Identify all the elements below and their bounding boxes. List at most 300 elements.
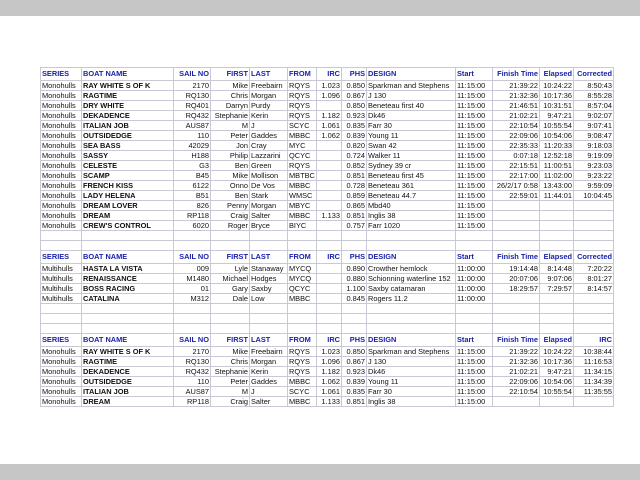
- cell-irc: [317, 201, 342, 211]
- empty-cell: [250, 304, 288, 314]
- cell-phs: 0.867: [342, 91, 367, 101]
- cell-start: 11:15:00: [456, 347, 493, 357]
- cell-elapsed: 13:43:00: [540, 181, 574, 191]
- empty-cell: [456, 241, 493, 251]
- cell-boat-name: RAGTIME: [82, 357, 174, 367]
- cell-start: 11:00:00: [456, 294, 493, 304]
- cell-series: Monohulls: [41, 347, 82, 357]
- cell-phs: 0.835: [342, 121, 367, 131]
- header-row: [41, 334, 614, 347]
- cell-start: 11:15:00: [456, 161, 493, 171]
- column-header-sail-no: SAIL NO: [174, 334, 211, 347]
- cell-sail-no: H188: [174, 151, 211, 161]
- cell-finish-time: 22:15:51: [493, 161, 540, 171]
- cell-boat-name: SASSY: [82, 151, 174, 161]
- table-row: [41, 161, 614, 171]
- empty-cell: [317, 231, 342, 241]
- cell-phs: 0.851: [342, 397, 367, 407]
- cell-elapsed: 11:44:01: [540, 191, 574, 201]
- empty-cell: [574, 314, 614, 324]
- cell-from: WMSC: [288, 191, 317, 201]
- cell-irc: [317, 151, 342, 161]
- cell-sail-no: RQ432: [174, 111, 211, 121]
- cell-series: Monohulls: [41, 91, 82, 101]
- cell-phs: 0.850: [342, 81, 367, 91]
- cell-design: Saxby catamaran: [367, 284, 456, 294]
- table-row: [41, 221, 614, 231]
- column-header-design: DESIGN: [367, 68, 456, 81]
- blank-row: [41, 304, 614, 314]
- column-header-last: LAST: [250, 334, 288, 347]
- cell-boat-name: BOSS RACING: [82, 284, 174, 294]
- empty-cell: [367, 241, 456, 251]
- empty-cell: [493, 304, 540, 314]
- column-header-corrected: Corrected: [574, 68, 614, 81]
- empty-cell: [456, 314, 493, 324]
- cell-boat-name: RAY WHITE S OF K: [82, 347, 174, 357]
- column-header-boat-name: BOAT NAME: [82, 251, 174, 264]
- cell-from: BIYC: [288, 221, 317, 231]
- empty-cell: [456, 231, 493, 241]
- cell-finish-time: 21:32:36: [493, 357, 540, 367]
- cell-corrected: [574, 201, 614, 211]
- cell-finish-time: 21:02:21: [493, 367, 540, 377]
- cell-irc: 1.023: [317, 347, 342, 357]
- cell-phs: 0.852: [342, 161, 367, 171]
- table-row: [41, 171, 614, 181]
- cell-boat-name: RAGTIME: [82, 91, 174, 101]
- cell-irc: 1.062: [317, 131, 342, 141]
- cell-design: Walker 11: [367, 151, 456, 161]
- cell-design: Rogers 11.2: [367, 294, 456, 304]
- cell-design: Mbd40: [367, 201, 456, 211]
- cell-first: Gary: [211, 284, 250, 294]
- cell-first: Darryn: [211, 101, 250, 111]
- cell-from: QCYC: [288, 151, 317, 161]
- cell-design: Young 11: [367, 131, 456, 141]
- cell-finish-time: [493, 211, 540, 221]
- header-row: [41, 68, 614, 81]
- results-table-body: [41, 68, 614, 407]
- empty-cell: [211, 324, 250, 334]
- cell-elapsed: 11:00:51: [540, 161, 574, 171]
- cell-corrected: 9:23:03: [574, 161, 614, 171]
- cell-first: Peter: [211, 131, 250, 141]
- cell-corrected: 10:04:45: [574, 191, 614, 201]
- cell-series: Monohulls: [41, 357, 82, 367]
- cell-phs: 0.839: [342, 377, 367, 387]
- cell-design: Sparkman and Stephens: [367, 81, 456, 91]
- table-row: [41, 274, 614, 284]
- cell-elapsed: 8:14:48: [540, 264, 574, 274]
- cell-last: Bryce: [250, 221, 288, 231]
- empty-cell: [82, 241, 174, 251]
- empty-cell: [367, 324, 456, 334]
- empty-cell: [540, 304, 574, 314]
- cell-elapsed: [540, 221, 574, 231]
- cell-phs: 0.851: [342, 211, 367, 221]
- cell-series: Monohulls: [41, 377, 82, 387]
- cell-boat-name: OUTSIDEDGE: [82, 377, 174, 387]
- cell-phs: 1.100: [342, 284, 367, 294]
- cell-phs: 0.867: [342, 357, 367, 367]
- cell-series: Monohulls: [41, 81, 82, 91]
- cell-last: Green: [250, 161, 288, 171]
- cell-start: 11:15:00: [456, 121, 493, 131]
- cell-corrected: 8:14:57: [574, 284, 614, 294]
- column-header-phs: PHS: [342, 334, 367, 347]
- cell-design: Dk46: [367, 111, 456, 121]
- column-header-first: FIRST: [211, 68, 250, 81]
- cell-finish-time: 22:10:54: [493, 121, 540, 131]
- empty-cell: [456, 324, 493, 334]
- cell-finish-time: 21:32:36: [493, 91, 540, 101]
- empty-cell: [211, 314, 250, 324]
- cell-last: Salter: [250, 211, 288, 221]
- results-table: [40, 67, 614, 407]
- cell-start: 11:15:00: [456, 357, 493, 367]
- cell-from: MYC: [288, 141, 317, 151]
- cell-last: J: [250, 121, 288, 131]
- cell-series: Multihulls: [41, 264, 82, 274]
- cell-elapsed: 10:17:36: [540, 91, 574, 101]
- cell-design: Beneteau 361: [367, 181, 456, 191]
- cell-sail-no: 2170: [174, 81, 211, 91]
- cell-first: M: [211, 121, 250, 131]
- cell-from: MBBC: [288, 294, 317, 304]
- cell-series: Monohulls: [41, 151, 82, 161]
- cell-last: Morgan: [250, 357, 288, 367]
- cell-first: Mike: [211, 347, 250, 357]
- cell-corrected: 9:23:22: [574, 171, 614, 181]
- table-row: [41, 347, 614, 357]
- cell-phs: 0.923: [342, 111, 367, 121]
- cell-corrected: [574, 221, 614, 231]
- blank-row: [41, 231, 614, 241]
- cell-last: J: [250, 387, 288, 397]
- cell-last: Low: [250, 294, 288, 304]
- cell-series: Monohulls: [41, 387, 82, 397]
- cell-start: 11:15:00: [456, 211, 493, 221]
- cell-corrected: 9:18:03: [574, 141, 614, 151]
- empty-cell: [456, 304, 493, 314]
- cell-last: Hodges: [250, 274, 288, 284]
- cell-finish-time: 20:07:06: [493, 274, 540, 284]
- cell-finish-time: 21:02:21: [493, 111, 540, 121]
- cell-irc: 1.133: [317, 211, 342, 221]
- cell-start: 11:15:00: [456, 221, 493, 231]
- cell-design: Farr 30: [367, 387, 456, 397]
- cell-elapsed: 7:29:57: [540, 284, 574, 294]
- cell-sail-no: AUS87: [174, 121, 211, 131]
- column-header-first: FIRST: [211, 251, 250, 264]
- cell-first: Mike: [211, 171, 250, 181]
- cell-corrected: 9:59:09: [574, 181, 614, 191]
- cell-first: Dale: [211, 294, 250, 304]
- cell-first: Ben: [211, 161, 250, 171]
- cell-sail-no: 42029: [174, 141, 211, 151]
- cell-from: RQYS: [288, 367, 317, 377]
- column-header-phs: PHS: [342, 68, 367, 81]
- cell-first: Stephanie: [211, 367, 250, 377]
- cell-irc: [317, 161, 342, 171]
- cell-sail-no: B51: [174, 191, 211, 201]
- cell-elapsed: [540, 294, 574, 304]
- cell-elapsed: 10:54:06: [540, 377, 574, 387]
- cell-sail-no: RQ401: [174, 101, 211, 111]
- empty-cell: [288, 241, 317, 251]
- cell-corrected: 9:02:07: [574, 111, 614, 121]
- cell-corrected: 9:19:09: [574, 151, 614, 161]
- table-row: [41, 141, 614, 151]
- cell-series: Monohulls: [41, 121, 82, 131]
- cell-from: MBBC: [288, 181, 317, 191]
- empty-cell: [342, 241, 367, 251]
- cell-series: Multihulls: [41, 274, 82, 284]
- cell-boat-name: OUTSIDEDGE: [82, 131, 174, 141]
- column-header-start: Start: [456, 251, 493, 264]
- cell-start: 11:15:00: [456, 81, 493, 91]
- cell-irc: 1.061: [317, 121, 342, 131]
- table-row: [41, 191, 614, 201]
- empty-cell: [211, 231, 250, 241]
- cell-elapsed: 12:52:18: [540, 151, 574, 161]
- cell-design: J 130: [367, 91, 456, 101]
- column-header-finish-time: Finish Time: [493, 251, 540, 264]
- empty-cell: [367, 314, 456, 324]
- column-header-design: DESIGN: [367, 251, 456, 264]
- cell-phs: 0.890: [342, 264, 367, 274]
- cell-series: Monohulls: [41, 211, 82, 221]
- column-header-elapsed: Elapsed: [540, 68, 574, 81]
- cell-last: Freebairn: [250, 81, 288, 91]
- cell-boat-name: CATALINA: [82, 294, 174, 304]
- cell-corrected: [574, 294, 614, 304]
- cell-design: Swan 42: [367, 141, 456, 151]
- cell-corrected: 8:01:27: [574, 274, 614, 284]
- cell-sail-no: M1480: [174, 274, 211, 284]
- cell-elapsed: 11:20:33: [540, 141, 574, 151]
- cell-design: Schionning waterline 152: [367, 274, 456, 284]
- cell-first: Jon: [211, 141, 250, 151]
- empty-cell: [342, 314, 367, 324]
- cell-design: Dk46: [367, 367, 456, 377]
- cell-irc: 1.062: [317, 377, 342, 387]
- cell-finish-time: 22:10:54: [493, 387, 540, 397]
- cell-finish-time: [493, 397, 540, 407]
- cell-from: RQYS: [288, 111, 317, 121]
- cell-phs: 0.757: [342, 221, 367, 231]
- cell-phs: 0.835: [342, 387, 367, 397]
- cell-elapsed: 10:24:22: [540, 347, 574, 357]
- cell-last: Kerin: [250, 367, 288, 377]
- table-row: [41, 111, 614, 121]
- cell-corrected: [574, 397, 614, 407]
- cell-from: MYCQ: [288, 274, 317, 284]
- cell-last: Morgan: [250, 201, 288, 211]
- cell-last: Stanaway: [250, 264, 288, 274]
- cell-first: Onno: [211, 181, 250, 191]
- cell-first: Lyle: [211, 264, 250, 274]
- cell-first: Ben: [211, 191, 250, 201]
- cell-irc: 1.182: [317, 367, 342, 377]
- cell-phs: 0.820: [342, 141, 367, 151]
- column-header-irc: IRC: [317, 68, 342, 81]
- cell-boat-name: SEA BASS: [82, 141, 174, 151]
- cell-finish-time: 0:07:18: [493, 151, 540, 161]
- cell-boat-name: CELESTE: [82, 161, 174, 171]
- empty-cell: [82, 324, 174, 334]
- column-header-corrected: Corrected: [574, 251, 614, 264]
- cell-design: Beneteau 44.7: [367, 191, 456, 201]
- cell-finish-time: 22:09:06: [493, 131, 540, 141]
- empty-cell: [250, 314, 288, 324]
- column-header-series: SERIES: [41, 251, 82, 264]
- cell-phs: 0.880: [342, 274, 367, 284]
- cell-phs: 0.859: [342, 191, 367, 201]
- cell-elapsed: 10:54:06: [540, 131, 574, 141]
- empty-cell: [41, 241, 82, 251]
- blank-row: [41, 324, 614, 334]
- column-header-finish-time: Finish Time: [493, 334, 540, 347]
- table-row: [41, 357, 614, 367]
- cell-elapsed: [540, 211, 574, 221]
- cell-finish-time: 19:14:48: [493, 264, 540, 274]
- cell-finish-time: [493, 221, 540, 231]
- cell-last: De Vos: [250, 181, 288, 191]
- cell-corrected: 11:35:55: [574, 387, 614, 397]
- cell-series: Monohulls: [41, 101, 82, 111]
- cell-corrected: 9:08:47: [574, 131, 614, 141]
- cell-irc: 1.133: [317, 397, 342, 407]
- empty-cell: [574, 324, 614, 334]
- cell-irc: [317, 221, 342, 231]
- cell-elapsed: 10:24:22: [540, 81, 574, 91]
- cell-sail-no: G3: [174, 161, 211, 171]
- table-row: [41, 151, 614, 161]
- table-row: [41, 264, 614, 274]
- cell-design: J 130: [367, 357, 456, 367]
- cell-start: 11:15:00: [456, 111, 493, 121]
- empty-cell: [317, 304, 342, 314]
- cell-start: 11:15:00: [456, 171, 493, 181]
- empty-cell: [493, 231, 540, 241]
- empty-cell: [82, 231, 174, 241]
- empty-cell: [250, 241, 288, 251]
- column-header-elapsed: Elapsed: [540, 334, 574, 347]
- cell-first: Chris: [211, 91, 250, 101]
- cell-corrected: 10:38:44: [574, 347, 614, 357]
- empty-cell: [41, 314, 82, 324]
- cell-first: Craig: [211, 211, 250, 221]
- cell-irc: [317, 274, 342, 284]
- cell-elapsed: 11:02:00: [540, 171, 574, 181]
- cell-elapsed: 9:47:21: [540, 367, 574, 377]
- column-header-series: SERIES: [41, 68, 82, 81]
- cell-start: 11:15:00: [456, 397, 493, 407]
- cell-start: 11:15:00: [456, 387, 493, 397]
- cell-from: MBBC: [288, 377, 317, 387]
- cell-corrected: [574, 211, 614, 221]
- cell-boat-name: RAY WHITE S OF K: [82, 81, 174, 91]
- table-row: [41, 377, 614, 387]
- column-header-sail-no: SAIL NO: [174, 251, 211, 264]
- column-header-first: FIRST: [211, 334, 250, 347]
- cell-boat-name: DREAM LOVER: [82, 201, 174, 211]
- cell-start: 11:15:00: [456, 131, 493, 141]
- cell-sail-no: 01: [174, 284, 211, 294]
- empty-cell: [574, 304, 614, 314]
- cell-last: Morgan: [250, 91, 288, 101]
- table-row: [41, 211, 614, 221]
- cell-start: 11:15:00: [456, 91, 493, 101]
- cell-phs: 0.923: [342, 367, 367, 377]
- cell-first: Michael: [211, 274, 250, 284]
- column-header-corrected: IRC: [574, 334, 614, 347]
- column-header-irc: IRC: [317, 334, 342, 347]
- cell-irc: [317, 101, 342, 111]
- cell-from: MBYC: [288, 201, 317, 211]
- cell-elapsed: 9:47:21: [540, 111, 574, 121]
- cell-start: 11:15:00: [456, 141, 493, 151]
- blank-row: [41, 314, 614, 324]
- cell-design: Beneteau first 45: [367, 171, 456, 181]
- empty-cell: [288, 231, 317, 241]
- cell-irc: [317, 181, 342, 191]
- cell-phs: 0.850: [342, 101, 367, 111]
- cell-elapsed: 10:31:51: [540, 101, 574, 111]
- cell-irc: [317, 294, 342, 304]
- table-row: [41, 397, 614, 407]
- empty-cell: [288, 314, 317, 324]
- cell-finish-time: 22:35:33: [493, 141, 540, 151]
- column-header-irc: IRC: [317, 251, 342, 264]
- cell-last: Stark: [250, 191, 288, 201]
- cell-start: 11:15:00: [456, 181, 493, 191]
- cell-series: Monohulls: [41, 221, 82, 231]
- empty-cell: [317, 324, 342, 334]
- cell-irc: [317, 264, 342, 274]
- cell-series: Multihulls: [41, 294, 82, 304]
- cell-start: 11:15:00: [456, 367, 493, 377]
- cell-boat-name: DEKADENCE: [82, 367, 174, 377]
- cell-from: QCYC: [288, 284, 317, 294]
- cell-sail-no: RP118: [174, 397, 211, 407]
- empty-cell: [250, 231, 288, 241]
- cell-from: SCYC: [288, 121, 317, 131]
- cell-first: Craig: [211, 397, 250, 407]
- cell-boat-name: DEKADENCE: [82, 111, 174, 121]
- cell-last: Cray: [250, 141, 288, 151]
- cell-series: Monohulls: [41, 141, 82, 151]
- cell-design: Farr 30: [367, 121, 456, 131]
- cell-sail-no: 009: [174, 264, 211, 274]
- cell-first: Roger: [211, 221, 250, 231]
- empty-cell: [174, 241, 211, 251]
- table-row: [41, 201, 614, 211]
- empty-cell: [317, 314, 342, 324]
- cell-boat-name: RENAISSANCE: [82, 274, 174, 284]
- cell-sail-no: AUS87: [174, 387, 211, 397]
- column-header-last: LAST: [250, 68, 288, 81]
- cell-series: Multihulls: [41, 284, 82, 294]
- cell-first: Peter: [211, 377, 250, 387]
- cell-from: MBBC: [288, 397, 317, 407]
- cell-phs: 0.850: [342, 347, 367, 357]
- cell-start: 11:15:00: [456, 101, 493, 111]
- cell-irc: [317, 191, 342, 201]
- cell-corrected: 11:16:53: [574, 357, 614, 367]
